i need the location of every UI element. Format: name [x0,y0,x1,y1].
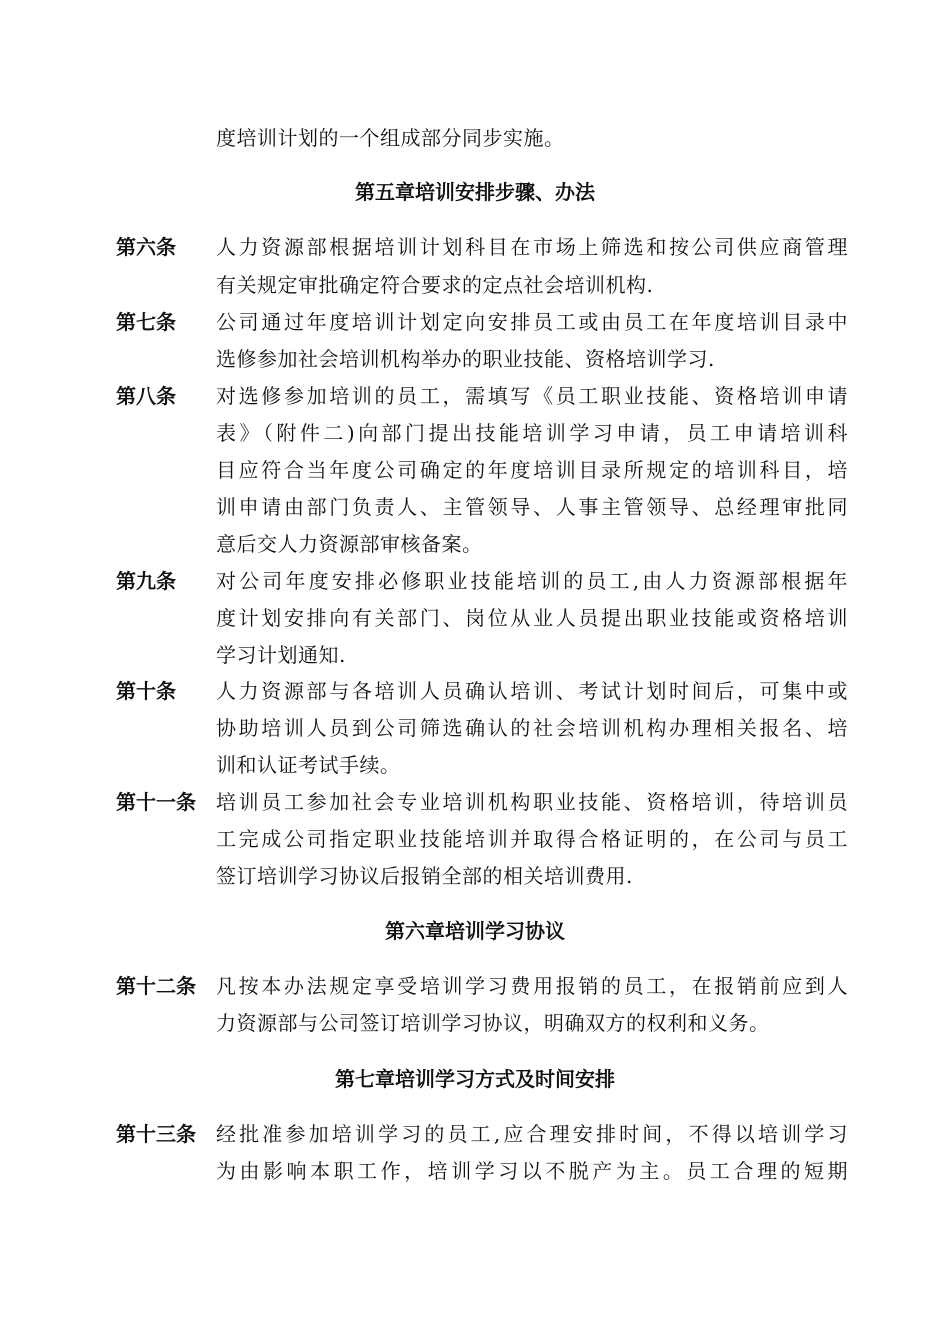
article-9-line-1: 对公司年度安排必修职业技能培训的员工,由人力资源部根据年 [216,569,848,593]
article-7-line-1: 公司通过年度培训计划定向安排员工或由员工在年度培训目录中 [216,310,848,334]
article-9-line-2: 度计划安排向有关部门、岗位从业人员提出职业技能或资格培训 [216,606,848,630]
article-12-label: 第十二条 [116,974,196,998]
article-13-line-1: 经批准参加培训学习的员工,应合理安排时间，不得以培训学习 [216,1122,848,1146]
article-10-line-3: 训和认证考试手续。 [216,753,401,777]
article-6-line-1: 人力资源部根据培训计划科目在市场上筛选和按公司供应商管理 [216,235,848,259]
chapter-7-heading: 第七章培训学习方式及时间安排 [335,1067,615,1091]
article-9-line-3: 学习计划通知. [216,643,346,667]
article-11-line-2: 工完成公司指定职业技能培训并取得合格证明的，在公司与员工 [216,827,848,851]
article-8-line-4: 训申请由部门负责人、主管领导、人事主管领导、总经理审批同 [216,495,848,519]
article-12-line-1: 凡按本办法规定享受培训学习费用报销的员工，在报销前应到人 [216,974,848,998]
article-6-label: 第六条 [116,235,176,259]
intro-line: 度培训计划的一个组成部分同步实施。 [216,126,565,150]
article-10-label: 第十条 [116,679,176,703]
article-6-line-2: 有关规定审批确定符合要求的定点社会培训机构. [216,273,654,297]
article-11-label: 第十一条 [116,790,196,814]
article-13-line-2: 为由影响本职工作，培训学习以不脱产为主。员工合理的短期 [216,1159,848,1183]
article-10-line-2: 协助培训人员到公司筛选确认的社会培训机构办理相关报名、培 [216,716,848,740]
article-7-label: 第七条 [116,310,176,334]
article-13-label: 第十三条 [116,1122,196,1146]
article-11-line-1: 培训员工参加社会专业培训机构职业技能、资格培训，待培训员 [216,790,848,814]
article-8-line-3: 目应符合当年度公司确定的年度培训目录所规定的培训科目，培 [216,458,848,482]
article-11-line-3: 签订培训学习协议后报销全部的相关培训费用. [216,864,633,888]
article-7-line-2: 选修参加社会培训机构举办的职业技能、资格培训学习. [216,347,715,371]
article-9-label: 第九条 [116,569,176,593]
chapter-6-heading: 第六章培训学习协议 [385,919,565,943]
article-8-line-1: 对选修参加培训的员工，需填写《员工职业技能、资格培训申请 [216,384,848,408]
article-12-line-2: 力资源部与公司签订培训学习协议，明确双方的权利和义务。 [216,1011,770,1035]
article-8-label: 第八条 [116,384,176,408]
chapter-5-heading: 第五章培训安排步骤、办法 [355,180,595,204]
article-8-line-5: 意后交人力资源部审核备案。 [216,532,483,556]
article-8-line-2: 表》（附件二)向部门提出技能培训学习申请，员工申请培训科 [216,421,848,445]
article-10-line-1: 人力资源部与各培训人员确认培训、考试计划时间后，可集中或 [216,679,848,703]
